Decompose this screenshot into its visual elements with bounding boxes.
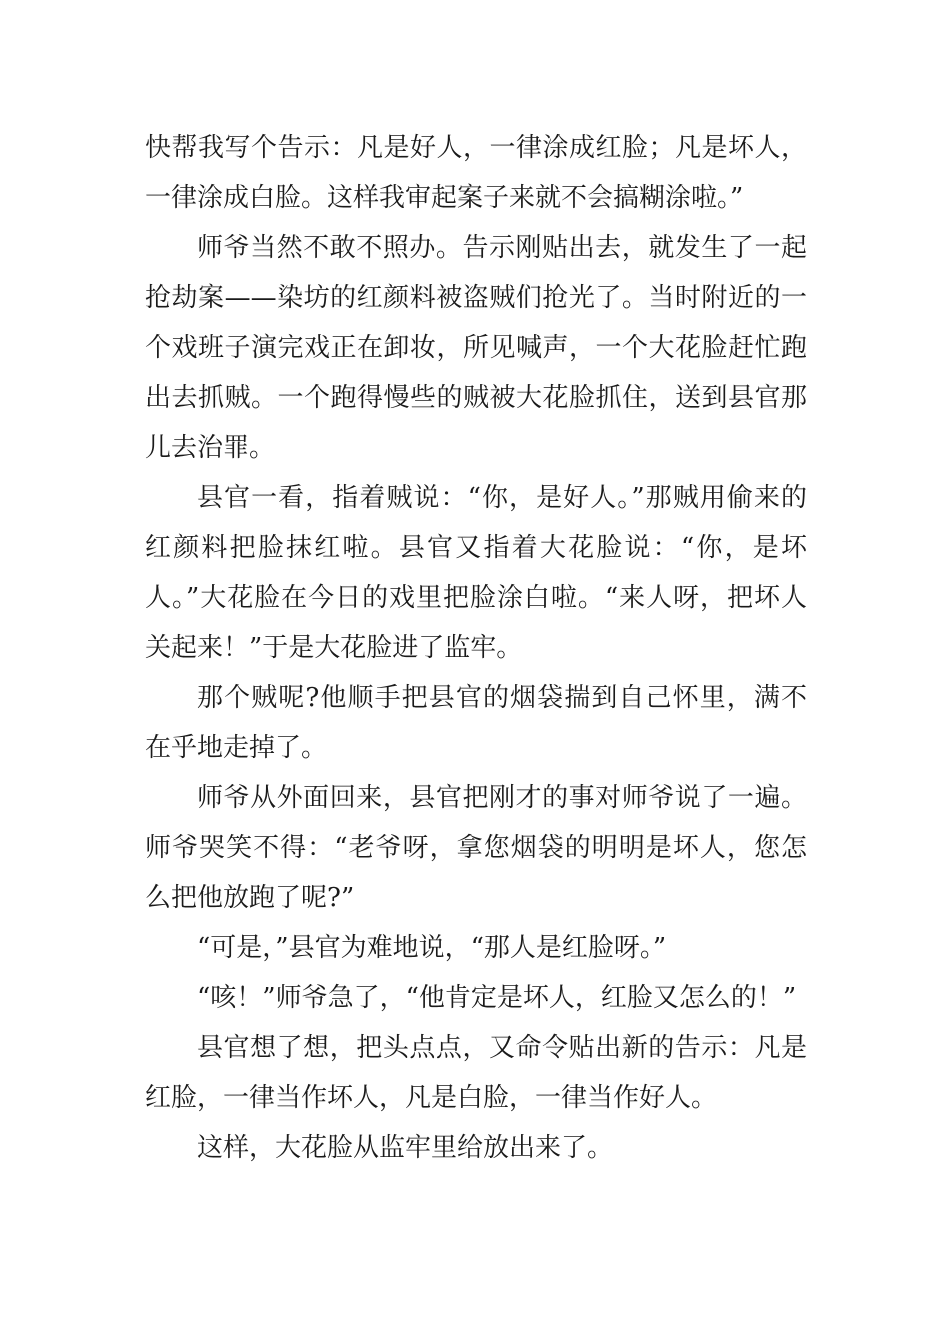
paragraph-4: 那个贼呢?他顺手把县官的烟袋揣到自己怀里，满不在乎地走掉了。	[145, 683, 807, 763]
paragraph-7: “咳！”师爷急了，“他肯定是坏人，红脸又怎么的！”	[197, 983, 797, 1013]
paragraph-6: “可是，”县官为难地说，“那人是红脸呀。”	[197, 933, 667, 963]
paragraph-1: 快帮我写个告示：凡是好人，一律涂成红脸；凡是坏人，一律涂成白脸。这样我审起案子来就不会搞糊涂啦。”	[145, 133, 807, 213]
paragraph-5: 师爷从外面回来，县官把刚才的事对师爷说了一遍。师爷哭笑不得：“老爷呀，拿您烟袋的明明是坏人，您怎么把他放跑了呢?”	[145, 783, 807, 913]
paragraph-8: 县官想了想，把头点点，又命令贴出新的告示：凡是红脸，一律当作坏人，凡是白脸，一律当作好人。	[145, 1033, 807, 1113]
paragraph-2: 师爷当然不敢不照办。告示刚贴出去，就发生了一起抢劫案——染坊的红颜料被盗贼们抢光了。当时附近的一个戏班子演完戏正在卸妆，所见喊声，一个大花脸赶忙跑出去抓贼。一个跑得慢些的贼被大花脸抓住，送到县官那儿去治罪。	[145, 233, 807, 463]
paragraph-9: 这样，大花脸从监牢里给放出来了。	[197, 1133, 614, 1163]
story-text	[145, 123, 807, 1173]
paragraph-3: 县官一看，指着贼说：“你，是好人。”那贼用偷来的红颜料把脸抹红啦。县官又指着大花脸说：“你，是坏人。”大花脸在今日的戏里把脸涂白啦。“来人呀，把坏人关起来！”于是大花脸进了监牢。	[145, 483, 807, 663]
